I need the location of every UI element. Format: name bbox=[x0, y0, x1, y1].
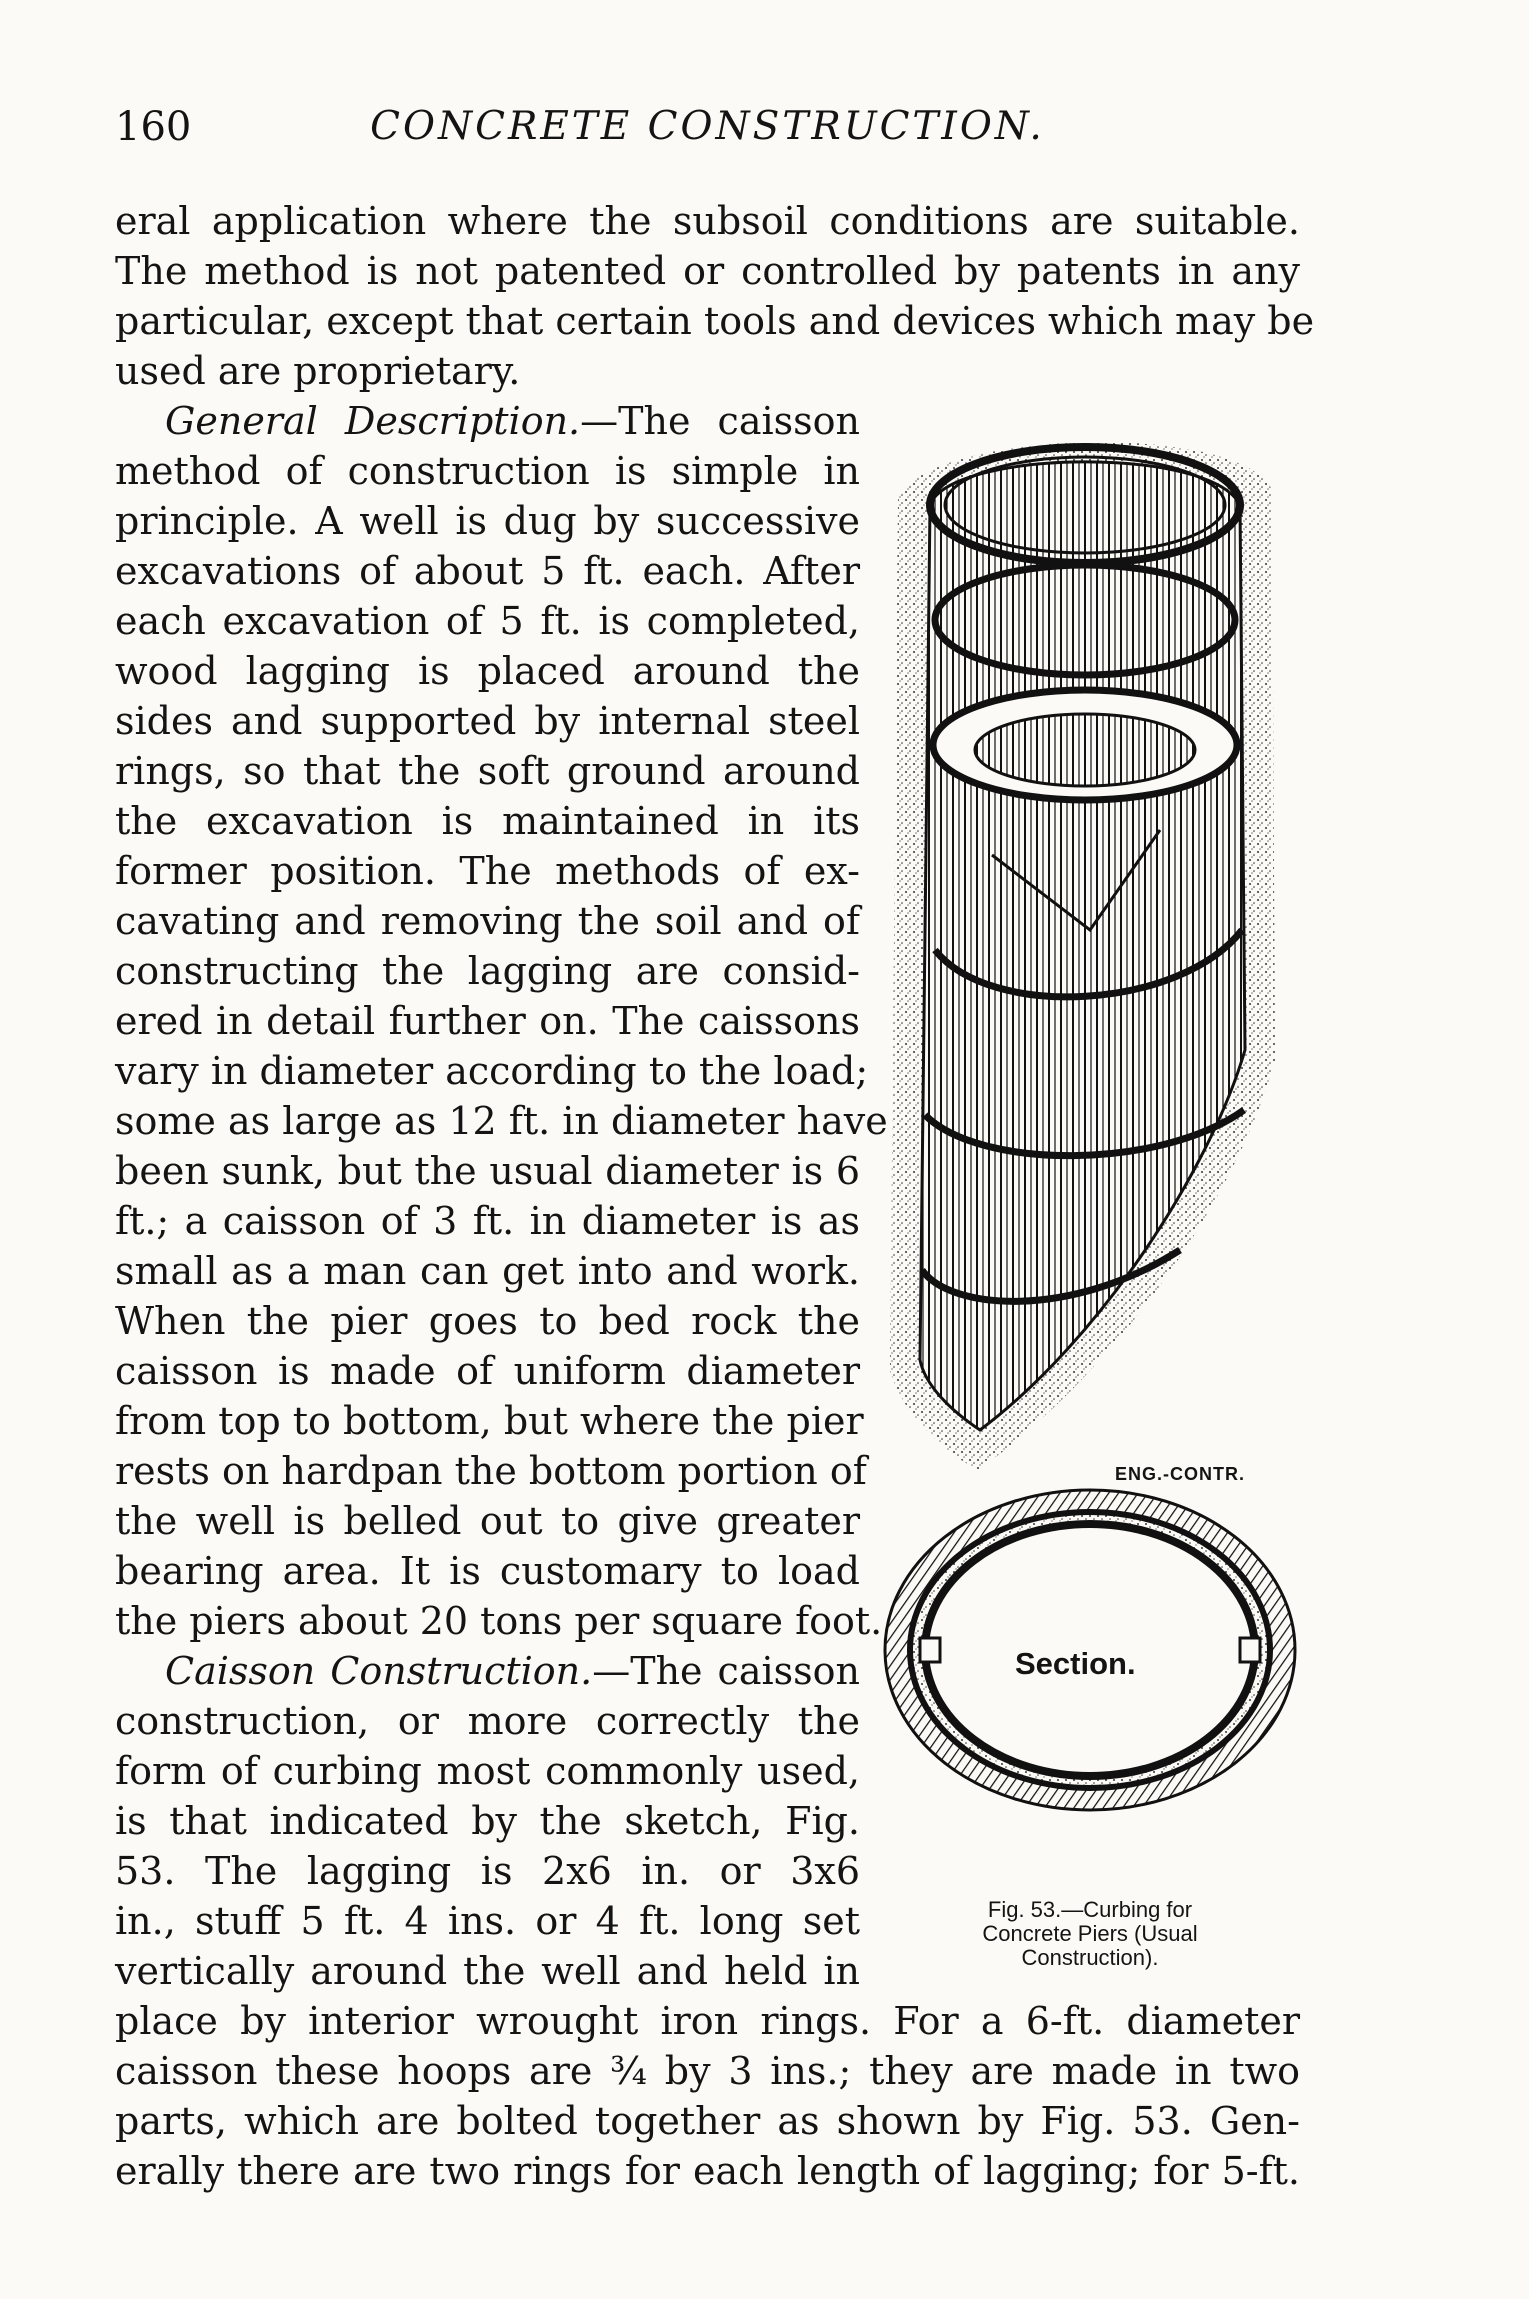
text-line: in., stuff 5 ft. 4 ins. or 4 ft. long set bbox=[115, 1899, 860, 1943]
text-line: particular, except that certain tools and devices which may be bbox=[115, 299, 1315, 343]
section-label: Section. bbox=[1015, 1646, 1136, 1681]
text-line: caisson these hoops are ¾ by 3 ins.; they are made in two bbox=[115, 2049, 1300, 2093]
text-line: the well is belled out to give greater bbox=[115, 1499, 860, 1543]
text-line: some as large as 12 ft. in diameter have bbox=[115, 1099, 888, 1143]
heading-general-description: General Description. bbox=[165, 399, 581, 443]
page-number: 160 bbox=[115, 104, 192, 150]
text-line: former position. The methods of ex- bbox=[115, 849, 860, 893]
text-line: the excavation is maintained in its bbox=[115, 799, 860, 843]
text-line: eral application where the subsoil conditions are suitable. bbox=[115, 199, 1300, 243]
text-line: form of curbing most commonly used, bbox=[115, 1749, 860, 1793]
text-line: When the pier goes to bed rock the bbox=[115, 1299, 860, 1343]
text-line: caisson is made of uniform diameter bbox=[115, 1349, 860, 1393]
text-line: method of construction is simple in bbox=[115, 449, 860, 493]
figure-credit: ENG.-CONTR. bbox=[1115, 1464, 1245, 1484]
text-line: ft.; a caisson of 3 ft. in diameter is as bbox=[115, 1199, 860, 1243]
text-line: rests on hardpan the bottom portion of bbox=[115, 1449, 867, 1493]
text-line: is that indicated by the sketch, Fig. bbox=[115, 1799, 860, 1843]
text-line: small as a man can get into and work. bbox=[115, 1249, 860, 1293]
text-line: principle. A well is dug by successive bbox=[115, 499, 860, 543]
page-header bbox=[115, 104, 1300, 164]
caisson-perspective bbox=[890, 442, 1275, 1470]
caption-line: Construction). bbox=[1021, 1945, 1159, 1970]
text-line: excavations of about 5 ft. each. After bbox=[115, 549, 860, 593]
text-line: the piers about 20 tons per square foot. bbox=[115, 1599, 883, 1643]
text-line: construction, or more correctly the bbox=[115, 1699, 860, 1743]
heading-general-tail: —The caisson bbox=[580, 399, 860, 443]
text-line: parts, which are bolted together as shown by Fig. 53. Gen- bbox=[115, 2099, 1300, 2143]
text-line: erally there are two rings for each length of lagging; for 5-ft. bbox=[115, 2149, 1300, 2193]
caisson-illustration bbox=[880, 410, 1300, 1860]
text-line: 53. The lagging is 2x6 in. or 3x6 bbox=[115, 1849, 860, 1893]
text-line: vertically around the well and held in bbox=[115, 1949, 860, 1993]
text-line: bearing area. It is customary to load bbox=[115, 1549, 860, 1593]
text-line: from top to bottom, but where the pier bbox=[115, 1399, 864, 1443]
running-title: CONCRETE CONSTRUCTION. bbox=[370, 104, 1045, 149]
text-line: vary in diameter according to the load; bbox=[115, 1049, 869, 1093]
text-line: ered in detail further on. The caissons bbox=[115, 999, 860, 1043]
caption-line: Fig. 53.—Curbing for bbox=[987, 1897, 1193, 1922]
text-line: been sunk, but the usual diameter is 6 bbox=[115, 1149, 860, 1193]
section-heading-line bbox=[115, 396, 860, 446]
text-line: constructing the lagging are consid- bbox=[115, 949, 860, 993]
heading-caisson-tail: —The caisson bbox=[592, 1649, 860, 1693]
caption-line: Concrete Piers (Usual bbox=[982, 1921, 1198, 1946]
section-heading-line bbox=[115, 1646, 860, 1696]
text-line: place by interior wrought iron rings. For a 6-ft. diameter bbox=[115, 1999, 1300, 2043]
text-line: The method is not patented or controlled by patents in any bbox=[115, 249, 1300, 293]
text-line: sides and supported by internal steel bbox=[115, 699, 860, 743]
text-line: used are proprietary. bbox=[115, 349, 521, 393]
heading-caisson-construction: Caisson Construction. bbox=[165, 1649, 593, 1693]
text-line: cavating and removing the soil and of bbox=[115, 899, 860, 943]
text-line: wood lagging is placed around the bbox=[115, 649, 860, 693]
text-line: each excavation of 5 ft. is completed, bbox=[115, 599, 860, 643]
text-line: rings, so that the soft ground around bbox=[115, 749, 860, 793]
figure-caption bbox=[880, 1898, 1300, 1970]
